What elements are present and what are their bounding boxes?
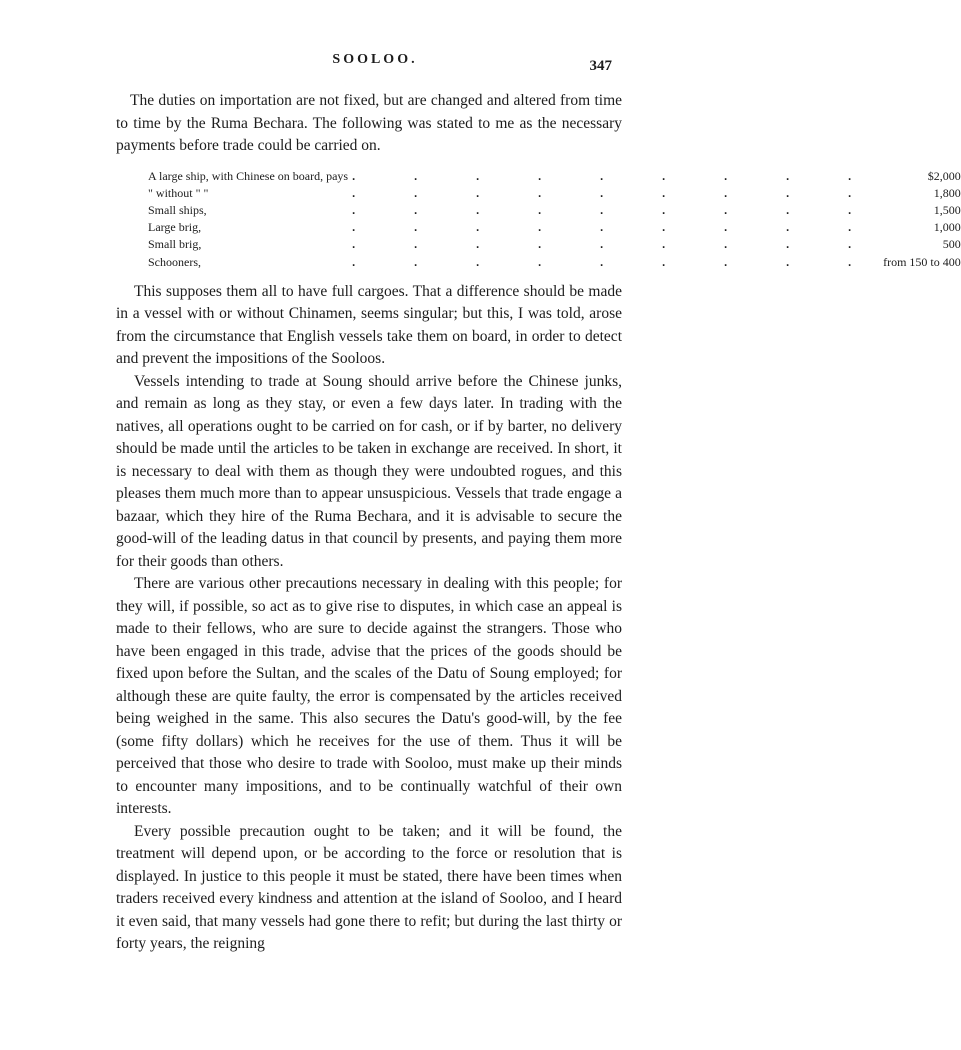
- table-row: [148, 202, 961, 219]
- paragraph-duties: The duties on importation are not fixed, but are changed and altered from time to time by the Ruma Bechara. The following was stated to me as the necessary payments before trade could be carried on.: [116, 92, 622, 154]
- table-row: [148, 185, 961, 202]
- row-label: Small ships,: [148, 202, 207, 217]
- dot-leader: . . . . . . . . .: [352, 185, 880, 200]
- row-label: A large ship, with Chinese on board, pays: [148, 168, 349, 183]
- dot-leader: . . . . . . . . .: [352, 237, 880, 252]
- dot-leader: . . . . . . . . .: [352, 220, 880, 235]
- row-label: Schooners,: [148, 254, 201, 269]
- row-label: Large brig,: [148, 220, 202, 235]
- body-text: [116, 90, 961, 956]
- table-row: [148, 168, 961, 185]
- running-title: SOOLOO.: [332, 52, 418, 67]
- table-row: [148, 236, 961, 253]
- paragraph-cargoes: This supposes them all to have full cargoes. That a difference should be made in a vessel with or without Chinamen, seems singular; but this, I was told, arose from the circumstance that English vessels take them on board, in order to detect and prevent the impositions of the Sooloos.: [116, 282, 622, 368]
- page-number: 347: [589, 58, 612, 74]
- row-label: Small brig,: [148, 237, 202, 252]
- dot-leader: . . . . . . . . .: [352, 202, 880, 217]
- row-amount: $2,000: [927, 168, 961, 183]
- row-label: " without " ": [148, 185, 209, 200]
- paragraph-treatment: Every possible precaution ought to be taken; and it will be found, the treatment will depend upon, or be according to the force or resolution that is displayed. In justice to this people it must be stated, there have been times when traders received every kindness and attention at the island of Sooloo, and I heard it even said, that many vessels had gone there to refit; but during the last thirty or forty years, the reigning: [116, 822, 622, 953]
- row-amount: 500: [942, 237, 961, 252]
- payments-table: [148, 168, 961, 271]
- paragraph-precautions: There are various other precautions necessary in dealing with this people; for they will, if possible, so act as to give rise to disputes, in which case an appeal is made to their fellows, who are sure to decide against the strangers. Those who have been engaged in this trade, advise that the prices of the goods should be fixed upon before the Sultan, and the scales of the Datu of Soung employed; for although these are quite faulty, the error is compensated by the articles received being weighed in the same. This also secures the Datu's good-will, by the fee (some fifty dollars) which he receives for the use of them. Thus it will be perceived that those who desire to trade with Sooloo, must make up their minds to encounter many impositions, and to be continually watchful of their own interests.: [116, 575, 622, 818]
- dot-leader: . . . . . . . . .: [352, 168, 880, 183]
- table-row: [148, 219, 961, 236]
- paragraph-soung-trade: Vessels intending to trade at Soung should arrive before the Chinese junks, and remain as long as they stay, or even a few days later. In trading with the natives, all operations ought to be carried on for cash, or if by barter, no delivery should be made until the articles to be taken in exchange are received. In short, it is necessary to deal with them as though they were undoubted rogues, and this pleases them much more than to appear unsuspicious. Vessels that trade engage a bazaar, which they hire of the Ruma Bechara, and it is advisable to secure the good-will of the leading datus in that council by presents, and paying them more for their goods than others.: [116, 372, 622, 570]
- row-amount: 1,500: [933, 202, 961, 217]
- row-amount: 1,800: [933, 185, 961, 200]
- table-row: [148, 254, 961, 271]
- row-amount: 1,000: [933, 220, 961, 235]
- row-amount: from 150 to 400: [883, 254, 961, 269]
- dot-leader: . . . . . . . . .: [352, 254, 880, 269]
